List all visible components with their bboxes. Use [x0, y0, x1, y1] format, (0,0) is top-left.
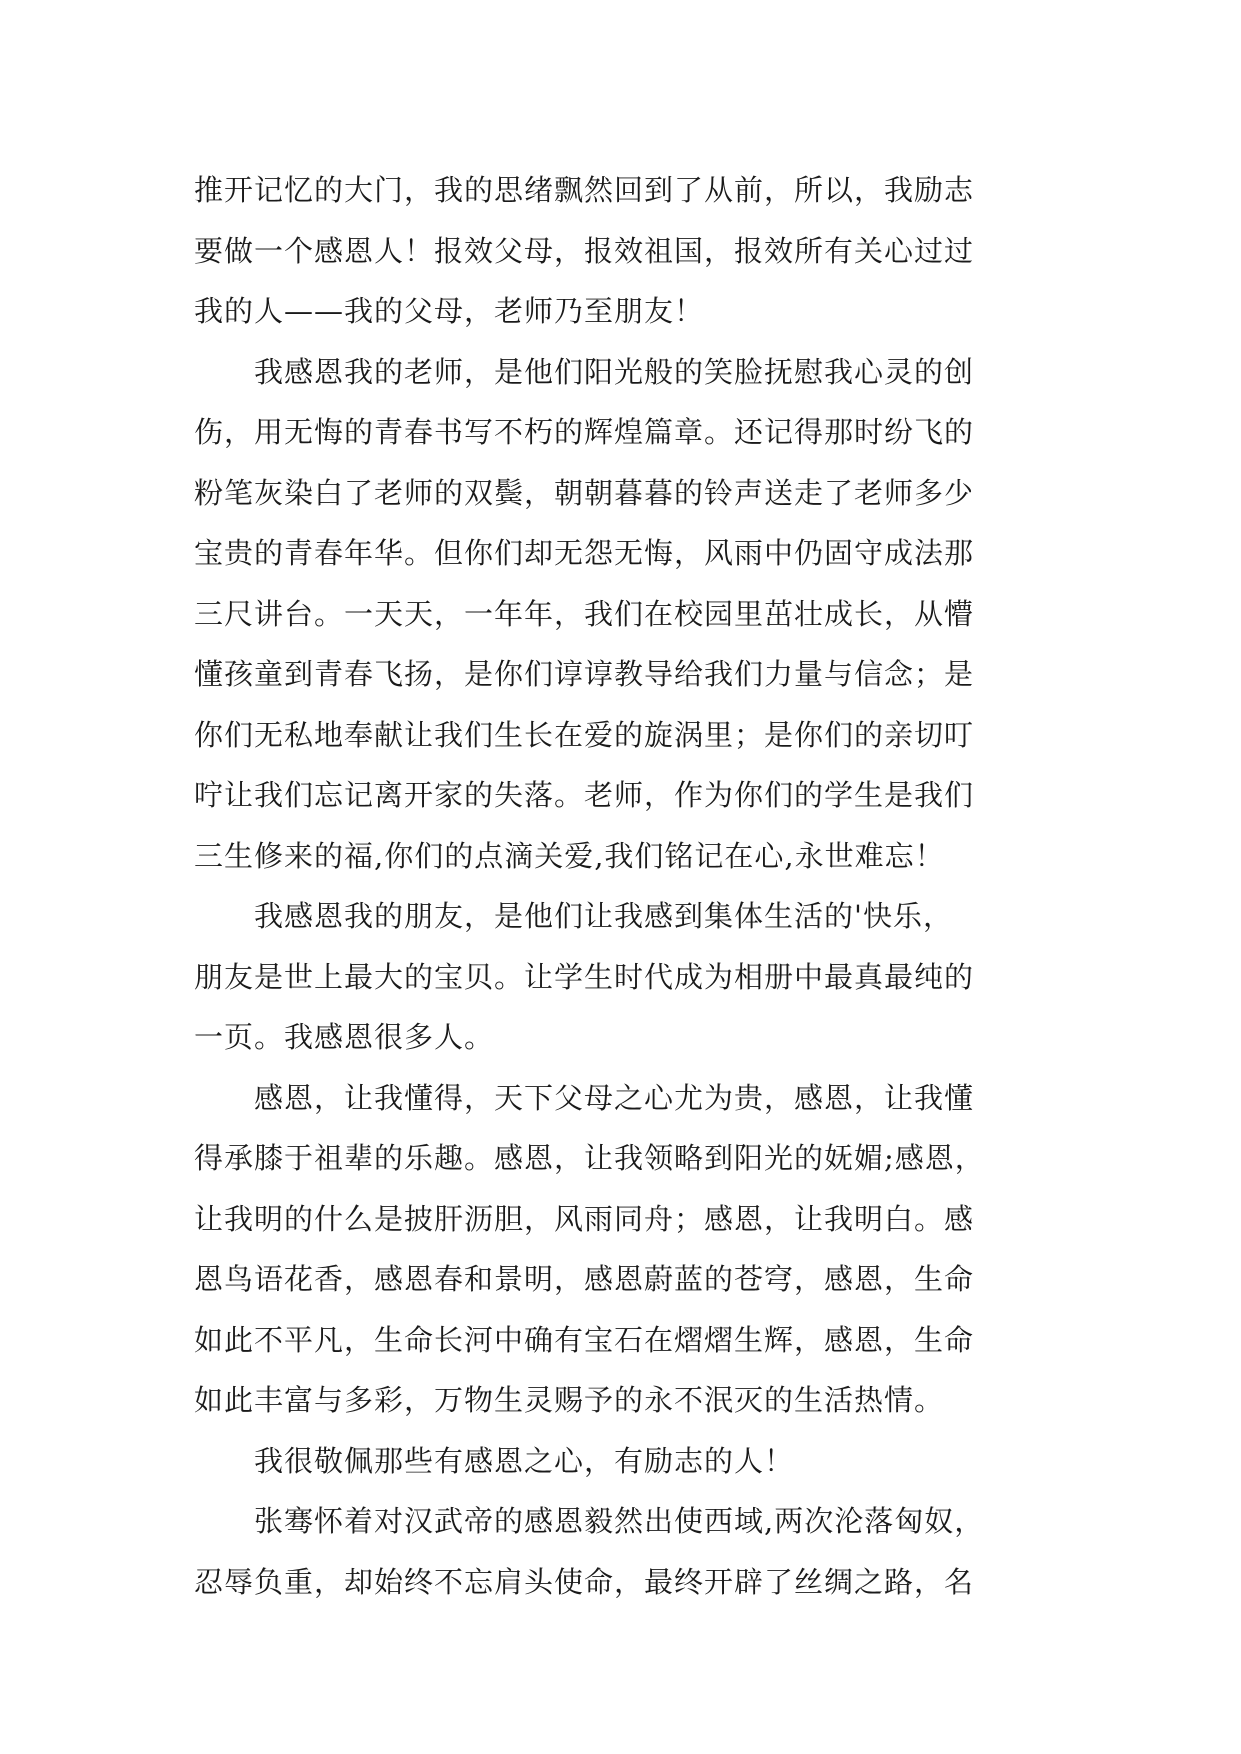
- text-line: 我感恩我的朋友，是他们让我感到集体生活的'快乐，: [194, 899, 953, 933]
- text-line: 伤，用无悔的青春书写不朽的辉煌篇章。还记得那时纷飞的: [194, 415, 975, 449]
- text-line: 我感恩我的老师，是他们阳光般的笑脸抚慰我心灵的创: [194, 354, 975, 389]
- text-line: 咛让我们忘记离开家的失落。老师，作为你们的学生是我们: [194, 778, 975, 812]
- text-line: 得承膝于祖辈的乐趣。感恩，让我领略到阳光的妩媚;感恩，: [194, 1141, 985, 1175]
- text-line: 粉笔灰染白了老师的双鬓，朝朝暮暮的铃声送走了老师多少: [194, 475, 975, 510]
- text-line: 要做一个感恩人！报效父母，报效祖国，报效所有关心过过: [194, 233, 975, 268]
- text-line: 三生修来的福,你们的点滴关爱,我们铭记在心,永世难忘！: [194, 838, 945, 873]
- text-line: 如此不平凡，生命长河中确有宝石在熠熠生辉，感恩，生命: [194, 1322, 975, 1357]
- text-line: 让我明的什么是披肝沥胆，风雨同舟；感恩，让我明白。感: [194, 1201, 975, 1236]
- text-line: 懂孩童到青春飞扬，是你们谆谆教导给我们力量与信念；是: [194, 657, 975, 691]
- text-line: 我很敬佩那些有感恩之心，有励志的人！: [194, 1443, 795, 1478]
- text-line: 一页。我感恩很多人。: [194, 1020, 495, 1054]
- text-line: 忍辱负重，却始终不忘肩头使命，最终开辟了丝绸之路，名: [194, 1564, 975, 1599]
- text-line: 推开记忆的大门，我的思绪飘然回到了从前，所以，我励志: [194, 173, 975, 207]
- text-line: 恩鸟语花香，感恩春和景明，感恩蔚蓝的苍穹，感恩，生命: [194, 1262, 975, 1296]
- text-line: 朋友是世上最大的宝贝。让学生时代成为相册中最真最纯的: [194, 959, 975, 994]
- text-line: 宝贵的青春年华。但你们却无怨无悔，风雨中仍固守成法那: [194, 536, 975, 570]
- text-line: 如此丰富与多彩，万物生灵赐予的永不泯灭的生活热情。: [194, 1383, 945, 1417]
- text-line: 三尺讲台。一天天，一年年，我们在校园里茁壮成长，从懵: [194, 596, 975, 631]
- text-line: 感恩，让我懂得，天下父母之心尤为贵，感恩，让我懂: [194, 1080, 975, 1115]
- text-line: 我的人——我的父母，老师乃至朋友！: [194, 294, 705, 328]
- body-text: [194, 160, 1054, 1612]
- text-line: 张骞怀着对汉武帝的感恩毅然出使西域,两次沦落匈奴，: [194, 1504, 985, 1538]
- text-line: 你们无私地奉献让我们生长在爱的旋涡里；是你们的亲切叮: [194, 717, 975, 752]
